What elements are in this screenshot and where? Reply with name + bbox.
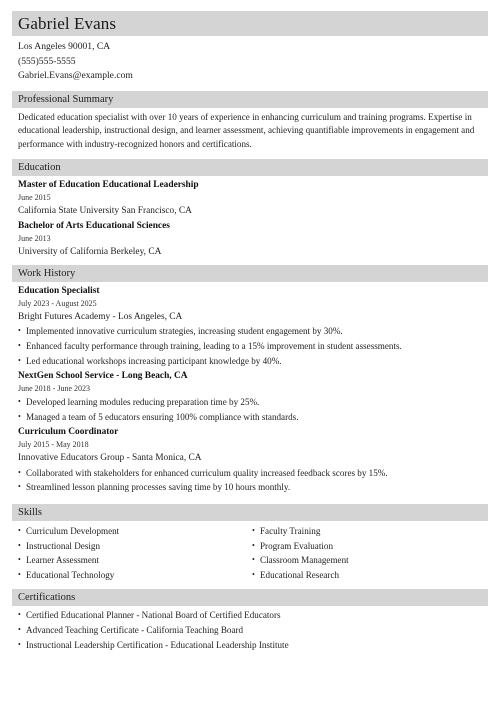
candidate-name: Gabriel Evans (18, 13, 117, 33)
summary-section-header (12, 91, 488, 108)
school: California State University San Francisco, CA (18, 205, 192, 216)
certification-item: • Advanced Teaching Certificate - California Teaching Board (18, 623, 486, 638)
work-list (12, 285, 488, 495)
list-item: • Collaborated with stakeholders for enhanced curriculum quality increased feedback scores by 15%. (18, 466, 486, 481)
list-item: • Implemented innovative curriculum strategies, increasing student engagement by 30%. (18, 324, 486, 339)
job-bullets (18, 466, 486, 495)
skills-title: Skills (18, 507, 42, 519)
list-item: • Developed learning modules reducing preparation time by 25%. (18, 395, 486, 410)
certifications-list (18, 608, 486, 652)
skill-item: • Educational Technology (18, 568, 252, 583)
degree-date: June 2015 (18, 192, 51, 202)
skills-grid (18, 524, 486, 582)
skill-item: • Educational Research (252, 568, 486, 583)
job-role: NextGen School Service - Long Beach, CA (18, 371, 188, 382)
education-item (18, 179, 486, 219)
job-date: July 2023 - August 2025 (18, 298, 97, 308)
education-title: Education (18, 161, 61, 173)
job-org: Innovative Educators Group - Santa Monica, CA (18, 453, 202, 464)
address: Los Angeles 90001, CA (18, 41, 111, 52)
list-item: • Streamlined lesson planning processes saving time by 10 hours monthly. (18, 480, 486, 495)
skill-item: • Classroom Management (252, 553, 486, 568)
job-role: Education Specialist (18, 285, 100, 296)
certifications-title: Certifications (18, 592, 76, 604)
skills-right-column (252, 524, 486, 582)
summary-title: Professional Summary (18, 93, 114, 105)
skill-item: • Program Evaluation (252, 539, 486, 554)
skill-item: • Faculty Training (252, 524, 486, 539)
job-date: June 2018 - June 2023 (18, 384, 90, 394)
skill-item: • Instructional Design (18, 539, 252, 554)
degree-date: June 2013 (18, 234, 51, 244)
skill-item: • Curriculum Development (18, 524, 252, 539)
degree: Master of Education Educational Leadership (18, 179, 199, 190)
work-item (18, 370, 486, 424)
list-item: • Led educational workshops increasing participant knowledge by 40%. (18, 354, 486, 369)
contact-info (12, 40, 488, 84)
certifications-section-header (12, 589, 488, 606)
skill-item: • Learner Assessment (18, 553, 252, 568)
degree: Bachelor of Arts Educational Sciences (18, 221, 170, 232)
job-org: Bright Futures Academy - Los Angeles, CA (18, 311, 183, 322)
certification-item: • Instructional Leadership Certification - Educational Leadership Institute (18, 638, 486, 653)
education-item (18, 220, 486, 260)
phone: (555)555-5555 (18, 55, 76, 67)
work-item (18, 426, 486, 495)
job-bullets (18, 395, 486, 424)
job-role: Curriculum Coordinator (18, 427, 119, 438)
email: Gabriel.Evans@example.com (18, 70, 133, 81)
work-section-header (12, 265, 488, 282)
skills-section-header (12, 504, 488, 521)
certification-item: • Certified Educational Planner - National Board of Certified Educators (18, 608, 486, 623)
name-header (12, 11, 488, 36)
job-bullets (18, 324, 486, 368)
education-list (12, 179, 488, 260)
summary-text: Dedicated education specialist with over 10 years of experience in enhancing curriculum and training programs. Expertise in educational leadership, instructional design, and learner assessment, achieving quantifiable improvements in engagement and performance with industry-recognized honors and certifications. (18, 111, 475, 150)
skills-left-column (18, 524, 252, 582)
education-section-header (12, 159, 488, 176)
job-date: July 2015 - May 2018 (18, 440, 89, 450)
work-title: Work History (18, 267, 76, 279)
list-item: • Managed a team of 5 educators ensuring 100% compliance with standards. (18, 410, 486, 425)
work-item (18, 285, 486, 368)
school: University of California Berkeley, CA (18, 247, 162, 258)
list-item: • Enhanced faculty performance through training, leading to a 15% improvement in student assessments. (18, 339, 486, 354)
